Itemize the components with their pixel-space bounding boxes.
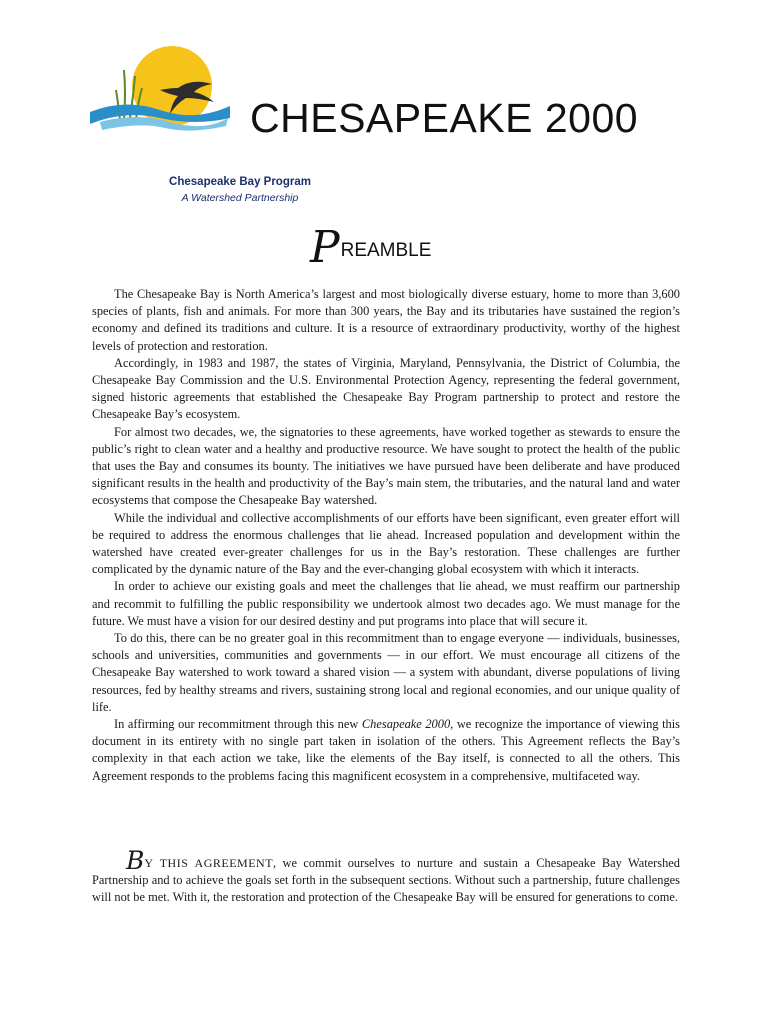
program-name: Chesapeake Bay Program [169, 176, 311, 188]
preamble-paragraph: Accordingly, in 1983 and 1987, the states of Virginia, Maryland, Pennsylvania, the District of Columbia, the Chesapeake Bay Commission and the U.S. Environmental Protection Agency, representing the federal government, signed historic agreements that established the Chesapeake Bay Program partnership to protect and restore the Chesapeake Bay’s ecosystem. [92, 355, 680, 422]
last-paragraph-before: In affirming our recommitment through this new [114, 717, 362, 732]
preamble-body [92, 286, 680, 785]
preamble-heading [310, 222, 432, 273]
sun-bird-water-logo-icon [80, 40, 240, 140]
agreement-paragraph [92, 846, 681, 907]
preamble-paragraph: The Chesapeake Bay is North America’s largest and most biologically diverse estuary, home to more than 3,600 species of plants, fish and animals. For more than 300 years, the Bay and its tributaries have sustained the region’s economy and defined its traditions and culture. It is a resource of extraordinary productivity, worthy of the highest levels of protection and restoration. [92, 287, 680, 353]
preamble-paragraph: While the individual and collective accomplishments of our efforts have been significant, even greater effort will be required to address the enormous challenges that lie ahead. Increased population and development within the watershed have created ever-greater challenges for us in the Bay’s restoration. These challenges are further complicated by the dynamic nature of the Bay and the ever-changing global ecosystem with which it interacts. [92, 510, 680, 577]
preamble-paragraph-last [92, 716, 680, 785]
preamble-heading-initial: P [310, 222, 340, 273]
last-paragraph-after: , we recognize the importance of viewing this document in its entirety with no single part taken in isolation of the others. This Agreement reflects the Bay’s complexity in that each action we take, like the elements of the Bay itself, is connected to all the others. This Agreement responds to the problems facing this magnificent ecosystem in a comprehensive, multifaceted way. [92, 717, 681, 783]
agreement-initial: B [126, 846, 145, 875]
preamble-paragraph: To do this, there can be no greater goal in this recommitment than to engage everyone — individuals, businesses, schools and universities, communities and governments — in our effort. We must encourage all citizens of the Chesapeake Bay watershed to work toward a shared vision — a system with abundant, diverse populations of living resources, fed by healthy streams and rivers, sustaining strong local and regional economies, and our unique quality of life. [92, 631, 680, 714]
preamble-paragraph: In order to achieve our existing goals and meet the challenges that lie ahead, we must reaffirm our partnership and recommit to fulfilling the public responsibility we undertook almost two decades ago. We must manage for the future. We must have a vision for our desired destiny and put programs into place that will secure it. [92, 579, 680, 628]
program-tagline: A Watershed Partnership [181, 192, 299, 204]
document-title: CHESAPEAKE 2000 [250, 95, 639, 141]
agreement-statement [92, 846, 681, 907]
preamble-heading-rest: REAMBLE [340, 240, 432, 261]
document-name-italic: Chesapeake 2000 [361, 717, 451, 732]
preamble-paragraph: For almost two decades, we, the signatories to these agreements, have worked together as stewards to ensure the public’s right to clean water and a healthy and productive resource. We have sought to protect the health of the public that uses the Bay and consumes its bounty. The initiatives we have pursued have been deliberate and have produced significant results in the health and productivity of the Bay’s main stem, the tributaries, and the natural land and water ecosystems that compose the Chesapeake Bay watershed. [92, 424, 680, 508]
agreement-text: , we commit ourselves to nurture and sustain a Chesapeake Bay Watershed Partnership and to achieve the goals set forth in the subsequent sections. Without such a partnership, future challenges will not be met. With it, the restoration and protection of the Chesapeake Bay will be ensured for generations to come. [92, 856, 681, 905]
agreement-smallcaps: Y THIS AGREEMENT [144, 856, 274, 870]
chesapeake-bay-program-logo [80, 40, 311, 204]
